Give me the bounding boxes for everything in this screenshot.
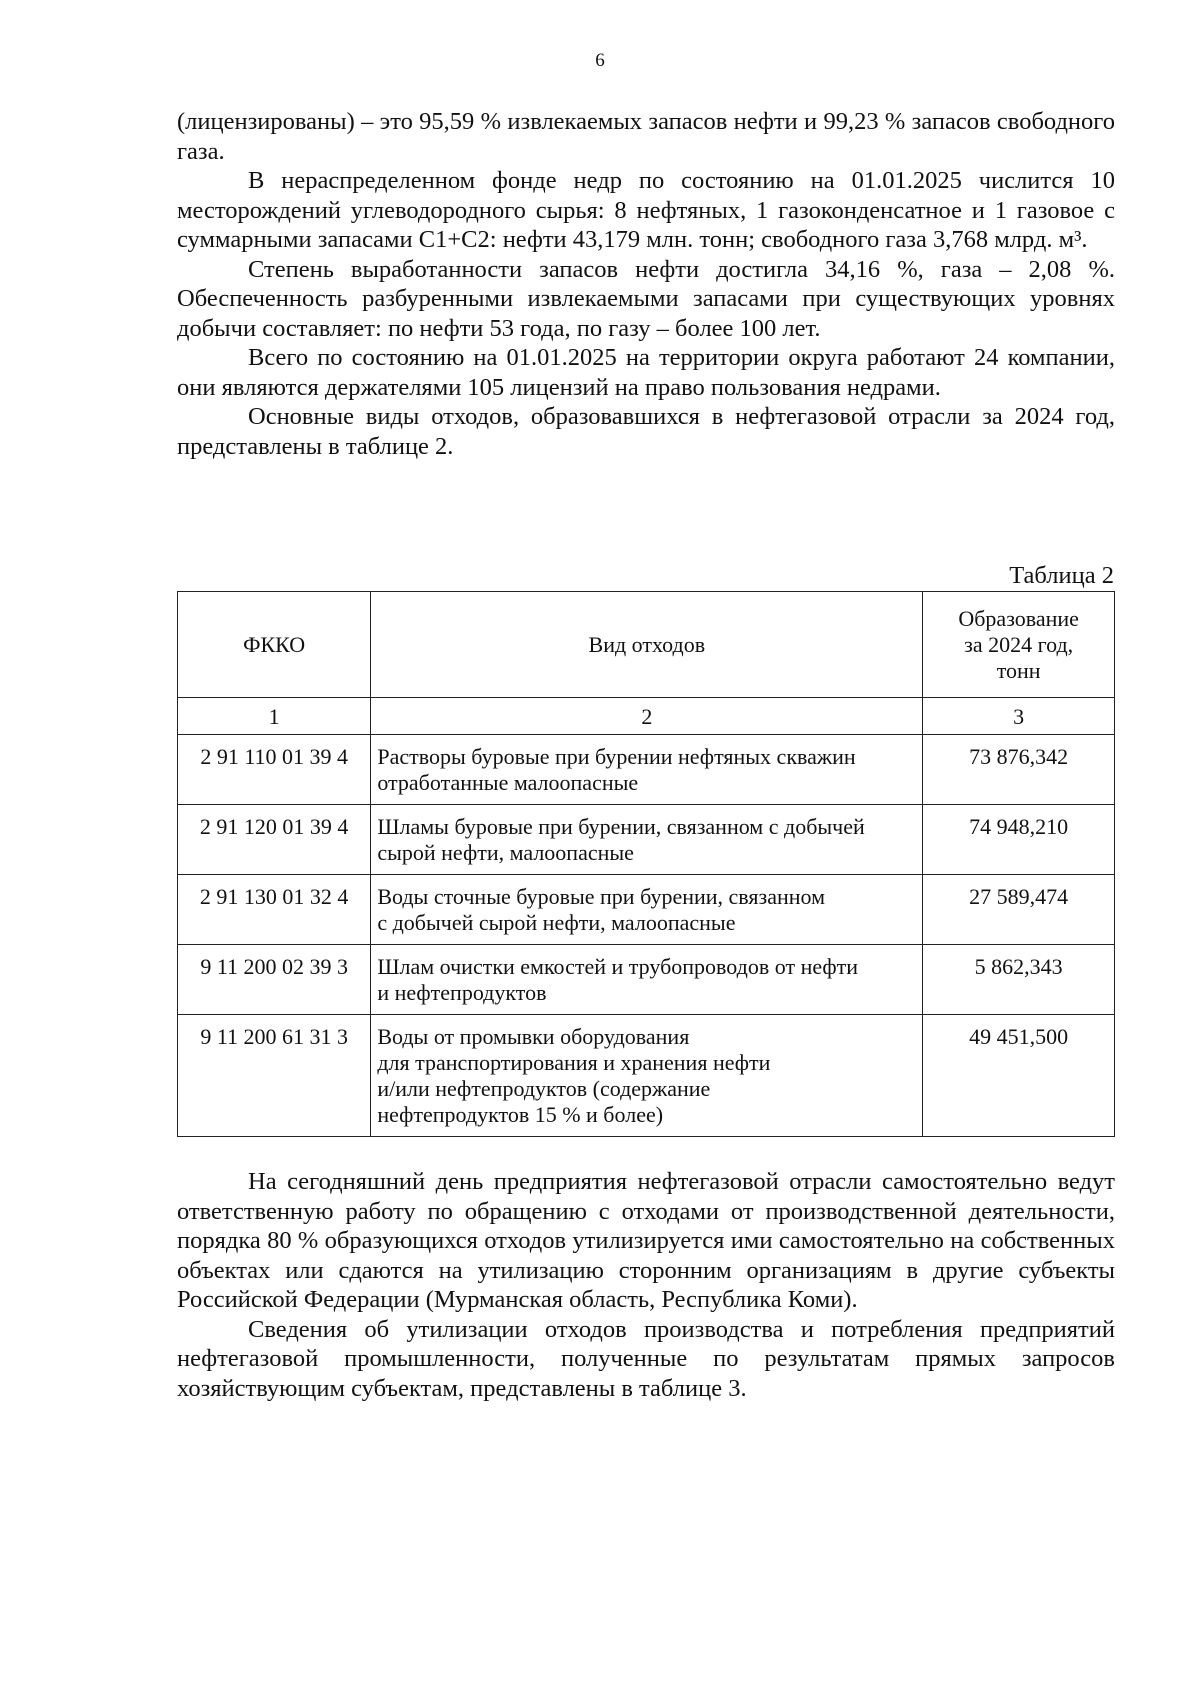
table-row — [178, 1015, 1115, 1137]
cell-fkko: 9 11 200 61 31 3 — [178, 1015, 371, 1137]
paragraph: Основные виды отходов, образовавшихся в нефтегазовой отрасли за 2024 год, представлены в таблице 2. — [177, 403, 1115, 460]
top-text-block — [177, 107, 1115, 461]
table-caption: Таблица 2 — [1009, 562, 1114, 589]
table-header-row — [178, 592, 1115, 698]
cell-waste-type: Шлам очистки емкостей и трубопроводов от нефти и нефтепродуктов — [371, 945, 923, 1015]
header-amount: Образование за 2024 год, тонн — [923, 592, 1115, 698]
paragraph: В нераспределенном фонде недр по состоянию на 01.01.2025 числится 10 месторождений углеводородного сырья: 8 нефтяных, 1 газоконденсатное и 1 газовое с суммарными запасами С1+С2: нефти 43,179 млн. тонн; свободного газа 3,768 млрд. м³. — [177, 167, 1115, 253]
cell-waste-type: Шламы буровые при бурении, связанном с добычей сырой нефти, малоопасные — [371, 805, 923, 875]
column-number: 2 — [371, 698, 923, 735]
cell-amount: 5 862,343 — [923, 945, 1115, 1015]
header-waste-type: Вид отходов — [371, 592, 923, 698]
paragraph: На сегодняшний день предприятия нефтегазовой отрасли самостоятельно ведут ответственную работу по обращению с отходами от производственной деятельности, порядка 80 % образующихся отходов утилизируется ими самостоятельно на собственных объектах или сдаются на утилизацию сторонним организациям в другие субъекты Российской Федерации (Мурманская область, Республика Коми). — [177, 1168, 1115, 1313]
paragraph: Сведения об утилизации отходов производства и потребления предприятий нефтегазовой промышленности, полученные по результатам прямых запросов хозяйствующим субъектам, представлены в таблице 3. — [177, 1315, 1115, 1402]
cell-fkko: 2 91 130 01 32 4 — [178, 875, 371, 945]
header-fkko: ФККО — [178, 592, 371, 698]
cell-fkko: 2 91 110 01 39 4 — [178, 735, 371, 805]
cell-amount: 73 876,342 — [923, 735, 1115, 805]
table-row — [178, 875, 1115, 945]
table-row — [178, 735, 1115, 805]
table-row — [178, 805, 1115, 875]
waste-table — [177, 591, 1115, 1137]
cell-waste-type: Растворы буровые при бурении нефтяных скважин отработанные малоопасные — [371, 735, 923, 805]
cell-amount: 49 451,500 — [923, 1015, 1115, 1137]
paragraph: Степень выработанности запасов нефти достигла 34,16 %, газа – 2,08 %. Обеспеченность разбуренными извлекаемыми запасами при существующих уровнях добычи составляет: по нефти 53 года, по газу – более 100 лет. — [177, 255, 1115, 342]
table-row — [178, 945, 1115, 1015]
cell-waste-type: Воды сточные буровые при бурении, связанном с добычей сырой нефти, малоопасные — [371, 875, 923, 945]
paragraph: Всего по состоянию на 01.01.2025 на территории округа работают 24 компании, они являются держателями 105 лицензий на право пользования недрами. — [177, 344, 1115, 401]
cell-fkko: 2 91 120 01 39 4 — [178, 805, 371, 875]
column-number: 3 — [923, 698, 1115, 735]
cell-waste-type: Воды от промывки оборудования для транспортирования и хранения нефти и/или нефтепродуктов (содержание нефтепродуктов 15 % и более) — [371, 1015, 923, 1137]
column-number: 1 — [178, 698, 371, 735]
cell-fkko: 9 11 200 02 39 3 — [178, 945, 371, 1015]
column-number-row — [178, 698, 1115, 735]
paragraph: (лицензированы) – это 95,59 % извлекаемых запасов нефти и 99,23 % запасов свободного газа. — [177, 108, 1115, 165]
bottom-text-block — [177, 1167, 1115, 1403]
page-number: 6 — [595, 50, 605, 71]
cell-amount: 27 589,474 — [923, 875, 1115, 945]
cell-amount: 74 948,210 — [923, 805, 1115, 875]
